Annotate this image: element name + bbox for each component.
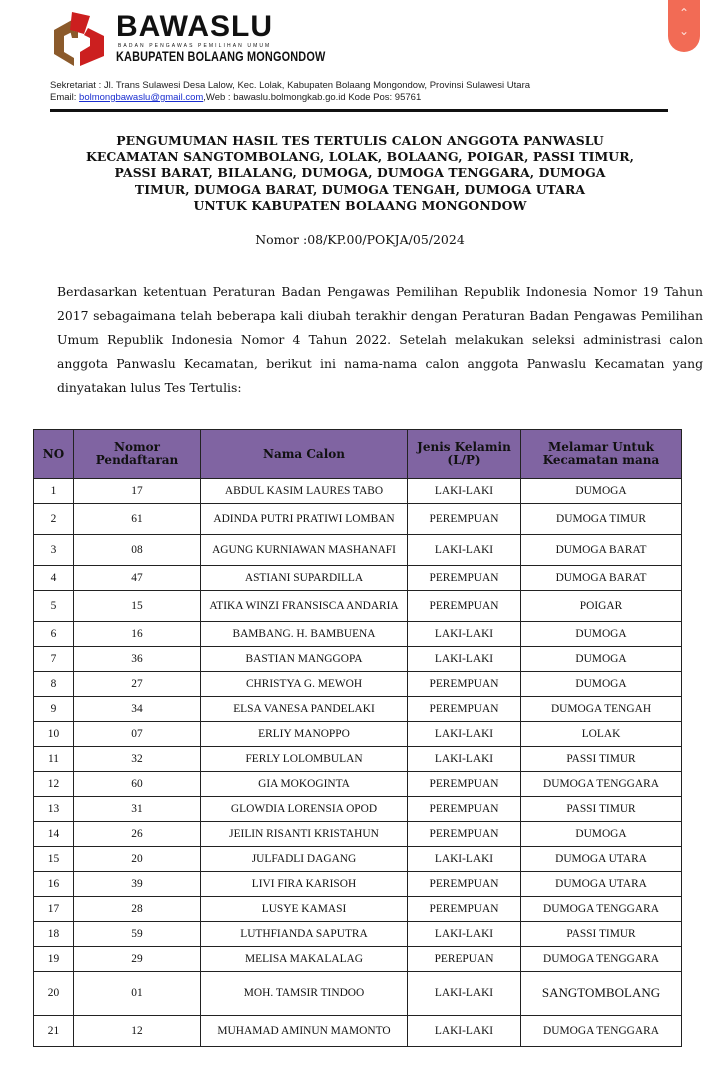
table-row	[34, 972, 682, 1016]
email-label: Email:	[50, 92, 80, 103]
cell-district: DUMOGA BARAT	[521, 566, 682, 591]
cell-district: DUMOGA UTARA	[521, 847, 682, 872]
cell-name: JULFADLI DAGANG	[201, 847, 408, 872]
cell-name: MUHAMAD AMINUN MAMONTO	[201, 1016, 408, 1047]
document-number: Nomor :08/KP.00/POKJA/05/2024	[255, 232, 465, 247]
cell-district: SANGTOMBOLANG	[521, 972, 682, 1016]
cell-reg: 61	[74, 504, 201, 535]
cell-district: DUMOGA	[521, 479, 682, 504]
letterhead	[50, 6, 670, 66]
address-line: Sekretariat : Jl. Trans Sulawesi Desa Lalow, Kec. Lolak, Kabupaten Bolaang Mongondow, Provinsi Sulawesi Utara	[50, 80, 531, 91]
cell-gender: PEREMPUAN	[408, 822, 521, 847]
cell-gender: PEREMPUAN	[408, 504, 521, 535]
cell-reg: 26	[74, 822, 201, 847]
bawaslu-logo-icon	[50, 8, 110, 68]
cell-no: 2	[34, 504, 74, 535]
cell-no: 17	[34, 897, 74, 922]
header-no: NO	[34, 430, 74, 479]
scroll-control[interactable]	[668, 0, 700, 52]
document-title	[40, 133, 680, 214]
title-line: TIMUR, DUMOGA BARAT, DUMOGA TENGAH, DUMOGA UTARA	[134, 181, 586, 197]
cell-no: 14	[34, 822, 74, 847]
header-gender: Jenis Kelamin (L/P)	[408, 430, 521, 479]
cell-name: LUTHFIANDA SAPUTRA	[201, 922, 408, 947]
cell-name: ADINDA PUTRI PRATIWI LOMBAN	[201, 504, 408, 535]
table-row	[34, 897, 682, 922]
cell-name: ATIKA WINZI FRANSISCA ANDARIA	[201, 591, 408, 622]
cell-name: MOH. TAMSIR TINDOO	[201, 972, 408, 1016]
cell-no: 10	[34, 722, 74, 747]
cell-no: 21	[34, 1016, 74, 1047]
cell-gender: LAKI-LAKI	[408, 722, 521, 747]
cell-gender: LAKI-LAKI	[408, 622, 521, 647]
cell-reg: 59	[74, 922, 201, 947]
title-line: UNTUK KABUPATEN BOLAANG MONGONDOW	[193, 197, 527, 213]
cell-district: DUMOGA BARAT	[521, 535, 682, 566]
cell-gender: LAKI-LAKI	[408, 479, 521, 504]
cell-reg: 07	[74, 722, 201, 747]
cell-name: FERLY LOLOMBULAN	[201, 747, 408, 772]
cell-gender: PEREMPUAN	[408, 566, 521, 591]
org-region: KABUPATEN BOLAANG MONGONDOW	[116, 48, 326, 64]
web-postal: ,Web : bawaslu.bolmongkab.go.id Kode Pos: 95761	[203, 92, 422, 103]
cell-district: DUMOGA	[521, 672, 682, 697]
header-district: Melamar Untuk Kecamatan mana	[521, 430, 682, 479]
cell-district: PASSI TIMUR	[521, 747, 682, 772]
cell-name: AGUNG KURNIAWAN MASHANAFI	[201, 535, 408, 566]
cell-gender: PEREMPUAN	[408, 797, 521, 822]
scroll-down-icon[interactable]: ⌄	[678, 24, 690, 38]
cell-reg: 20	[74, 847, 201, 872]
cell-reg: 16	[74, 622, 201, 647]
cell-gender: PEREMPUAN	[408, 872, 521, 897]
cell-district: PASSI TIMUR	[521, 797, 682, 822]
table-row	[34, 591, 682, 622]
cell-no: 13	[34, 797, 74, 822]
cell-district: DUMOGA	[521, 822, 682, 847]
cell-name: BAMBANG. H. BAMBUENA	[201, 622, 408, 647]
org-name: BAWASLU	[116, 10, 273, 43]
table-row	[34, 797, 682, 822]
email-link[interactable]: bolmongbawaslu@gmail.com	[79, 92, 204, 103]
cell-no: 5	[34, 591, 74, 622]
table-row	[34, 535, 682, 566]
cell-name: LIVI FIRA KARISOH	[201, 872, 408, 897]
cell-reg: 17	[74, 479, 201, 504]
scroll-up-icon[interactable]: ⌃	[678, 6, 690, 20]
cell-gender: LAKI-LAKI	[408, 747, 521, 772]
cell-no: 15	[34, 847, 74, 872]
cell-reg: 28	[74, 897, 201, 922]
cell-reg: 29	[74, 947, 201, 972]
cell-reg: 36	[74, 647, 201, 672]
cell-reg: 60	[74, 772, 201, 797]
cell-district: DUMOGA TENGGARA	[521, 897, 682, 922]
cell-no: 16	[34, 872, 74, 897]
header-candidate-name: Nama Calon	[201, 430, 408, 479]
cell-name: ERLIY MANOPPO	[201, 722, 408, 747]
contact-line	[50, 92, 530, 104]
cell-district: DUMOGA	[521, 647, 682, 672]
table-row	[34, 1016, 682, 1047]
cell-gender: PEREMPUAN	[408, 591, 521, 622]
cell-name: ELSA VANESA PANDELAKI	[201, 697, 408, 722]
table-row	[34, 697, 682, 722]
table-row	[34, 672, 682, 697]
cell-gender: PEREMPUAN	[408, 672, 521, 697]
cell-gender: PEREMPUAN	[408, 772, 521, 797]
cell-gender: LAKI-LAKI	[408, 972, 521, 1016]
cell-reg: 01	[74, 972, 201, 1016]
cell-name: CHRISTYA G. MEWOH	[201, 672, 408, 697]
cell-district: POIGAR	[521, 591, 682, 622]
cell-district: PASSI TIMUR	[521, 922, 682, 947]
cell-district: DUMOGA UTARA	[521, 872, 682, 897]
cell-gender: LAKI-LAKI	[408, 1016, 521, 1047]
cell-reg: 27	[74, 672, 201, 697]
cell-no: 20	[34, 972, 74, 1016]
cell-reg: 08	[74, 535, 201, 566]
cell-gender: PEREPUAN	[408, 947, 521, 972]
cell-district: DUMOGA TENGGARA	[521, 772, 682, 797]
cell-district: DUMOGA TENGGARA	[521, 947, 682, 972]
cell-name: ASTIANI SUPARDILLA	[201, 566, 408, 591]
cell-district: LOLAK	[521, 722, 682, 747]
cell-no: 9	[34, 697, 74, 722]
cell-reg: 34	[74, 697, 201, 722]
cell-gender: PEREMPUAN	[408, 897, 521, 922]
cell-gender: LAKI-LAKI	[408, 647, 521, 672]
table-row	[34, 922, 682, 947]
cell-reg: 15	[74, 591, 201, 622]
results-table	[33, 429, 682, 1047]
table-row	[34, 847, 682, 872]
cell-name: ABDUL KASIM LAURES TABO	[201, 479, 408, 504]
table-row	[34, 566, 682, 591]
cell-district: DUMOGA TENGGARA	[521, 1016, 682, 1047]
cell-name: BASTIAN MANGGOPA	[201, 647, 408, 672]
cell-gender: LAKI-LAKI	[408, 847, 521, 872]
cell-gender: PEREMPUAN	[408, 697, 521, 722]
cell-reg: 12	[74, 1016, 201, 1047]
cell-no: 7	[34, 647, 74, 672]
cell-district: DUMOGA TIMUR	[521, 504, 682, 535]
address-block	[50, 80, 530, 104]
cell-district: DUMOGA	[521, 622, 682, 647]
table-row	[34, 872, 682, 897]
cell-name: GIA MOKOGINTA	[201, 772, 408, 797]
table-row	[34, 722, 682, 747]
cell-name: GLOWDIA LORENSIA OPOD	[201, 797, 408, 822]
title-line: PASSI BARAT, BILALANG, DUMOGA, DUMOGA TENGGARA, DUMOGA	[114, 165, 606, 181]
cell-no: 4	[34, 566, 74, 591]
table-row	[34, 747, 682, 772]
table-row	[34, 947, 682, 972]
header-divider	[50, 109, 668, 112]
cell-no: 19	[34, 947, 74, 972]
table-row	[34, 479, 682, 504]
table-header-row	[34, 430, 682, 479]
cell-no: 18	[34, 922, 74, 947]
cell-reg: 32	[74, 747, 201, 772]
header-registration-number: Nomor Pendaftaran	[74, 430, 201, 479]
cell-no: 8	[34, 672, 74, 697]
cell-no: 11	[34, 747, 74, 772]
cell-reg: 31	[74, 797, 201, 822]
title-line: PENGUMUMAN HASIL TES TERTULIS CALON ANGGOTA PANWASLU	[116, 133, 604, 148]
cell-gender: LAKI-LAKI	[408, 535, 521, 566]
table-row	[34, 504, 682, 535]
org-full-name: BADAN PENGAWAS PEMILIHAN UMUM	[118, 43, 272, 49]
table-row	[34, 647, 682, 672]
intro-paragraph: Berdasarkan ketentuan Peraturan Badan Pengawas Pemilihan Republik Indonesia Nomor 19 Tahun 2017 sebagaimana telah beberapa kali diubah terakhir dengan Peraturan Badan Pengawas Pemilihan Umum Republik Indonesia Nomor 4 Tahun 2022. Setelah melakukan seleksi administrasi calon anggota Panwaslu Kecamatan, berikut ini nama-nama calon anggota Panwaslu Kecamatan yang dinyatakan lulus Tes Tertulis:	[57, 284, 703, 395]
cell-no: 6	[34, 622, 74, 647]
cell-no: 12	[34, 772, 74, 797]
cell-reg: 47	[74, 566, 201, 591]
cell-no: 3	[34, 535, 74, 566]
cell-reg: 39	[74, 872, 201, 897]
cell-no: 1	[34, 479, 74, 504]
cell-name: JEILIN RISANTI KRISTAHUN	[201, 822, 408, 847]
cell-name: LUSYE KAMASI	[201, 897, 408, 922]
cell-name: MELISA MAKALALAG	[201, 947, 408, 972]
title-line: KECAMATAN SANGTOMBOLANG, LOLAK, BOLAANG, POIGAR, PASSI TIMUR,	[85, 149, 635, 165]
cell-gender: LAKI-LAKI	[408, 922, 521, 947]
table-row	[34, 822, 682, 847]
table-row	[34, 622, 682, 647]
cell-district: DUMOGA TENGAH	[521, 697, 682, 722]
table-row	[34, 772, 682, 797]
